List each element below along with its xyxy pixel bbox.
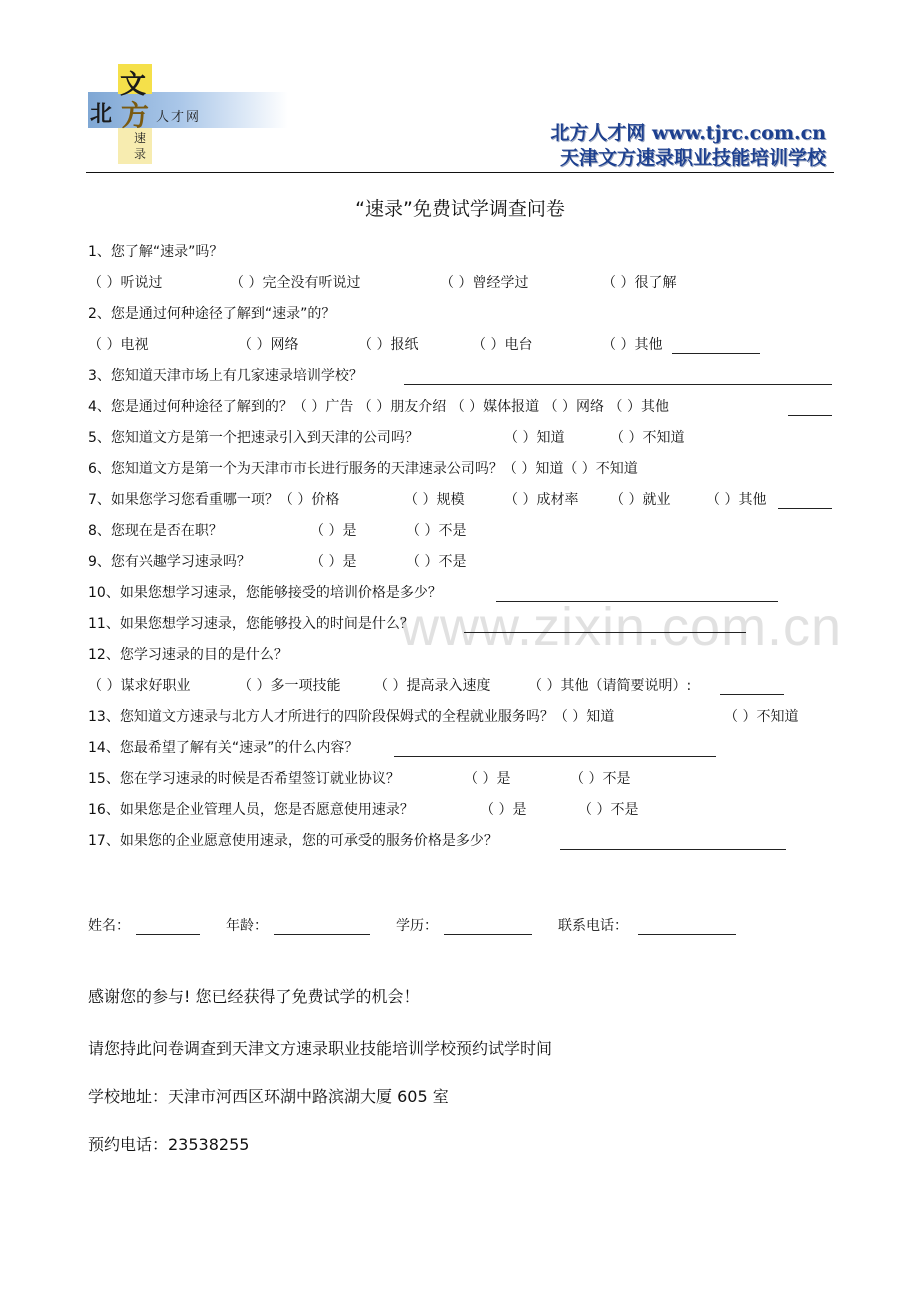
question-14: 14、您最希望了解有关“速录”的什么内容？ bbox=[88, 740, 359, 756]
q12-option-4[interactable]: （ ）其他（请简要说明）: bbox=[528, 678, 692, 694]
question-16: 16、如果您是企业管理人员，您是否愿意使用速录？ bbox=[88, 802, 414, 818]
q1-option-3[interactable]: （ ）曾经学过 bbox=[440, 275, 529, 291]
q14-answer-field[interactable] bbox=[394, 756, 716, 757]
question-4: 4、您是通过何种途径了解到的？（ ）广告 （ ）朋友介绍 （ ）媒体报道 （ ）网络 （ ）其他 bbox=[88, 399, 669, 415]
q12-option-1[interactable]: （ ）谋求好职业 bbox=[88, 678, 191, 694]
q9-option-2[interactable]: （ ）不是 bbox=[406, 554, 467, 570]
q17-answer-field[interactable] bbox=[560, 849, 786, 850]
question-11: 11、如果您想学习速录，您能够投入的时间是什么？ bbox=[88, 616, 414, 632]
q11-answer-field[interactable] bbox=[464, 632, 746, 633]
q16-option-2[interactable]: （ ）不是 bbox=[578, 802, 639, 818]
q7-option-4[interactable]: （ ）就业 bbox=[610, 492, 671, 508]
booking-phone: 预约电话：23538255 bbox=[88, 1135, 250, 1154]
q1-option-2[interactable]: （ ）完全没有听说过 bbox=[230, 275, 361, 291]
question-3: 3、您知道天津市场上有几家速录培训学校？ bbox=[88, 368, 363, 384]
question-13: 13、您知道文方速录与北方人才所进行的四阶段保姆式的全程就业服务吗？（ ）知道 bbox=[88, 709, 615, 725]
logo-sulu: 速录 bbox=[134, 131, 147, 161]
q12-option-2[interactable]: （ ）多一项技能 bbox=[238, 678, 341, 694]
phone-label: 联系电话： bbox=[558, 918, 628, 934]
question-1: 1、您了解“速录”吗？ bbox=[88, 244, 224, 260]
q2-other-field[interactable] bbox=[672, 353, 760, 354]
logo bbox=[88, 64, 288, 174]
question-6: 6、您知道文方是第一个为天津市市长进行服务的天津速录公司吗？（ ）知道（ ）不知道 bbox=[88, 461, 638, 477]
q2-option-3[interactable]: （ ）报纸 bbox=[358, 337, 419, 353]
education-field[interactable] bbox=[444, 934, 532, 935]
q7-option-2[interactable]: （ ）规模 bbox=[404, 492, 465, 508]
q2-option-2[interactable]: （ ）网络 bbox=[238, 337, 299, 353]
q1-option-4[interactable]: （ ）很了解 bbox=[602, 275, 677, 291]
school-address: 学校地址：天津市河西区环湖中路滨湖大厦 605 室 bbox=[88, 1087, 449, 1106]
q4-other-field[interactable] bbox=[788, 415, 832, 416]
phone-field[interactable] bbox=[638, 934, 736, 935]
question-12: 12、您学习速录的目的是什么？ bbox=[88, 647, 288, 663]
q9-option-1[interactable]: （ ）是 bbox=[310, 554, 357, 570]
q12-option-3[interactable]: （ ）提高录入速度 bbox=[374, 678, 491, 694]
q8-option-2[interactable]: （ ）不是 bbox=[406, 523, 467, 539]
name-field[interactable] bbox=[136, 934, 200, 935]
q3-answer-field[interactable] bbox=[404, 384, 832, 385]
q1-option-1[interactable]: （ ）听说过 bbox=[88, 275, 163, 291]
logo-char-wen: 文 bbox=[120, 70, 147, 100]
q5-option-2[interactable]: （ ）不知道 bbox=[610, 430, 685, 446]
question-2: 2、您是通过何种途径了解到“速录”的？ bbox=[88, 306, 336, 322]
question-7: 7、如果您学习您看重哪一项？（ ）价格 bbox=[88, 492, 340, 508]
brand-line-2: 天津文方速录职业技能培训学校 bbox=[559, 147, 826, 169]
q16-option-1[interactable]: （ ）是 bbox=[480, 802, 527, 818]
q10-answer-field[interactable] bbox=[496, 601, 778, 602]
logo-char-fang: 方 bbox=[121, 99, 150, 132]
name-label: 姓名： bbox=[88, 918, 130, 934]
page-title: “速录”免费试学调查问卷 bbox=[355, 198, 565, 220]
question-8: 8、您现在是否在职？ bbox=[88, 523, 223, 539]
logo-rencaiwang: 人才网 bbox=[156, 110, 202, 125]
question-17: 17、如果您的企业愿意使用速录，您的可承受的服务价格是多少？ bbox=[88, 833, 498, 849]
q12-other-field[interactable] bbox=[720, 694, 784, 695]
age-label: 年龄： bbox=[226, 918, 268, 934]
q2-option-4[interactable]: （ ）电台 bbox=[472, 337, 533, 353]
q7-option-3[interactable]: （ ）成材率 bbox=[504, 492, 579, 508]
q2-option-5[interactable]: （ ）其他 bbox=[602, 337, 663, 353]
q13-option-2[interactable]: （ ）不知道 bbox=[724, 709, 799, 725]
thanks-text: 感谢您的参与! 您已经获得了免费试学的机会！ bbox=[88, 987, 420, 1006]
header-brand bbox=[550, 121, 826, 171]
question-9: 9、您有兴趣学习速录吗？ bbox=[88, 554, 251, 570]
q7-option-5[interactable]: （ ）其他 bbox=[706, 492, 767, 508]
watermark: www.zixin.com.cn bbox=[400, 597, 843, 657]
logo-char-bei: 北 bbox=[90, 101, 113, 127]
header-divider bbox=[86, 172, 834, 173]
brand-line-1: 北方人才网 www.tjrc.com.cn bbox=[550, 122, 826, 144]
q7-other-field[interactable] bbox=[778, 508, 832, 509]
age-field[interactable] bbox=[274, 934, 370, 935]
question-15: 15、您在学习速录的时候是否希望签订就业协议？ bbox=[88, 771, 400, 787]
question-10: 10、如果您想学习速录，您能够接受的培训价格是多少？ bbox=[88, 585, 442, 601]
education-label: 学历： bbox=[396, 918, 438, 934]
q8-option-1[interactable]: （ ）是 bbox=[310, 523, 357, 539]
q5-option-1[interactable]: （ ）知道 bbox=[504, 430, 565, 446]
question-5: 5、您知道文方是第一个把速录引入到天津的公司吗？ bbox=[88, 430, 419, 446]
q15-option-1[interactable]: （ ）是 bbox=[464, 771, 511, 787]
instruction-text: 请您持此问卷调查到天津文方速录职业技能培训学校预约试学时间 bbox=[88, 1039, 553, 1058]
q15-option-2[interactable]: （ ）不是 bbox=[570, 771, 631, 787]
q2-option-1[interactable]: （ ）电视 bbox=[88, 337, 149, 353]
